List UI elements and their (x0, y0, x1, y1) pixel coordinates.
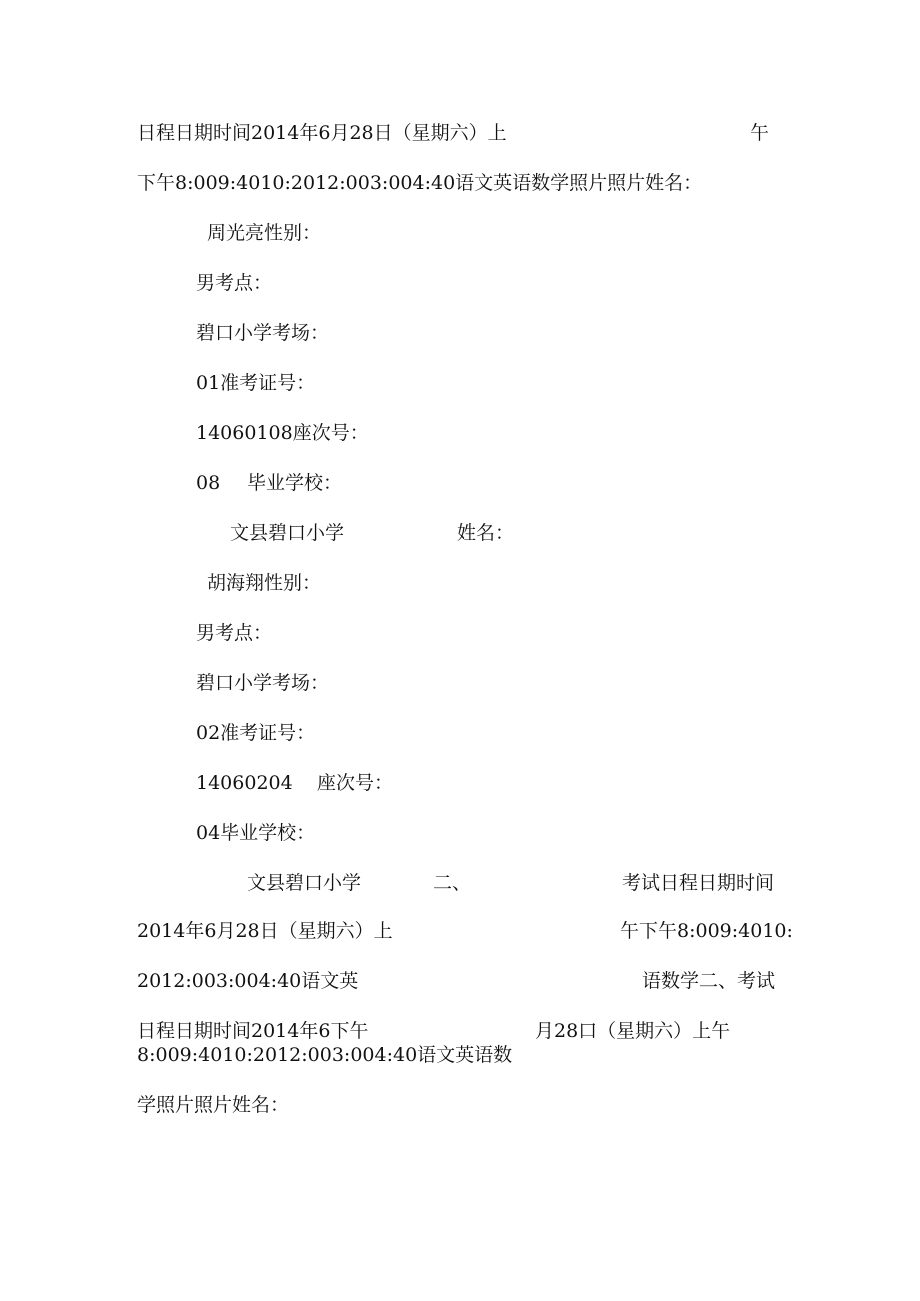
schedule-repeat-times: 8:009:4010:2012:003:004:40语文英语数 (137, 1044, 513, 1066)
schedule-header-text: 日程日期时间2014年6月28日（星期六）上 (137, 122, 507, 144)
student2-seat-label: 座次号： (317, 772, 394, 794)
student2-room-ticket: 02准考证号： (196, 722, 316, 744)
student1-seat-number: 08 (196, 472, 221, 494)
schedule-header-tail: 午 (750, 122, 770, 144)
student2-school-name: 文县碧口小学 (247, 872, 362, 894)
student2-ticket-number: 14060204 (196, 772, 293, 794)
student1-gender-site: 男考点： (196, 272, 273, 294)
section-two-marker: 二、 (433, 872, 472, 894)
student2-seat-school: 04毕业学校： (196, 822, 316, 844)
student1-school-name: 文县碧口小学 (230, 522, 345, 544)
schedule-times-text: 下午8:009:4010:2012:003:004:40语文英语数学照片照片姓名： (137, 172, 703, 194)
student1-school-label: 毕业学校： (247, 472, 343, 494)
student2-site-room: 碧口小学考场： (196, 672, 330, 694)
section-two-title: 考试日程日期时间 (622, 872, 775, 894)
student1-ticket-seat: 14060108座次号： (196, 422, 369, 444)
student1-site-room: 碧口小学考场： (196, 322, 330, 344)
student1-name-gender: 周光亮性别： (207, 222, 322, 244)
schedule-repeat-date: 月28口（星期六）上午 (535, 1020, 731, 1042)
schedule-time-text: 午下午8:009:4010: (620, 920, 793, 942)
student2-name-label: 姓名： (457, 522, 515, 544)
schedule-repeat-header: 日程日期时间2014年6下午 (137, 1020, 369, 1042)
student1-room-ticket: 01准考证号： (196, 372, 316, 394)
student2-name-gender: 胡海翔性别： (207, 572, 322, 594)
photo-name-label: 学照片照片姓名： (137, 1094, 290, 1116)
student2-gender-site: 男考点： (196, 622, 273, 644)
schedule-times-subjects: 2012:003:004:40语文英 (137, 970, 359, 992)
schedule-subjects-next: 语数学二、考试 (642, 970, 776, 992)
schedule-date-text: 2014年6月28日（星期六）上 (137, 920, 393, 942)
